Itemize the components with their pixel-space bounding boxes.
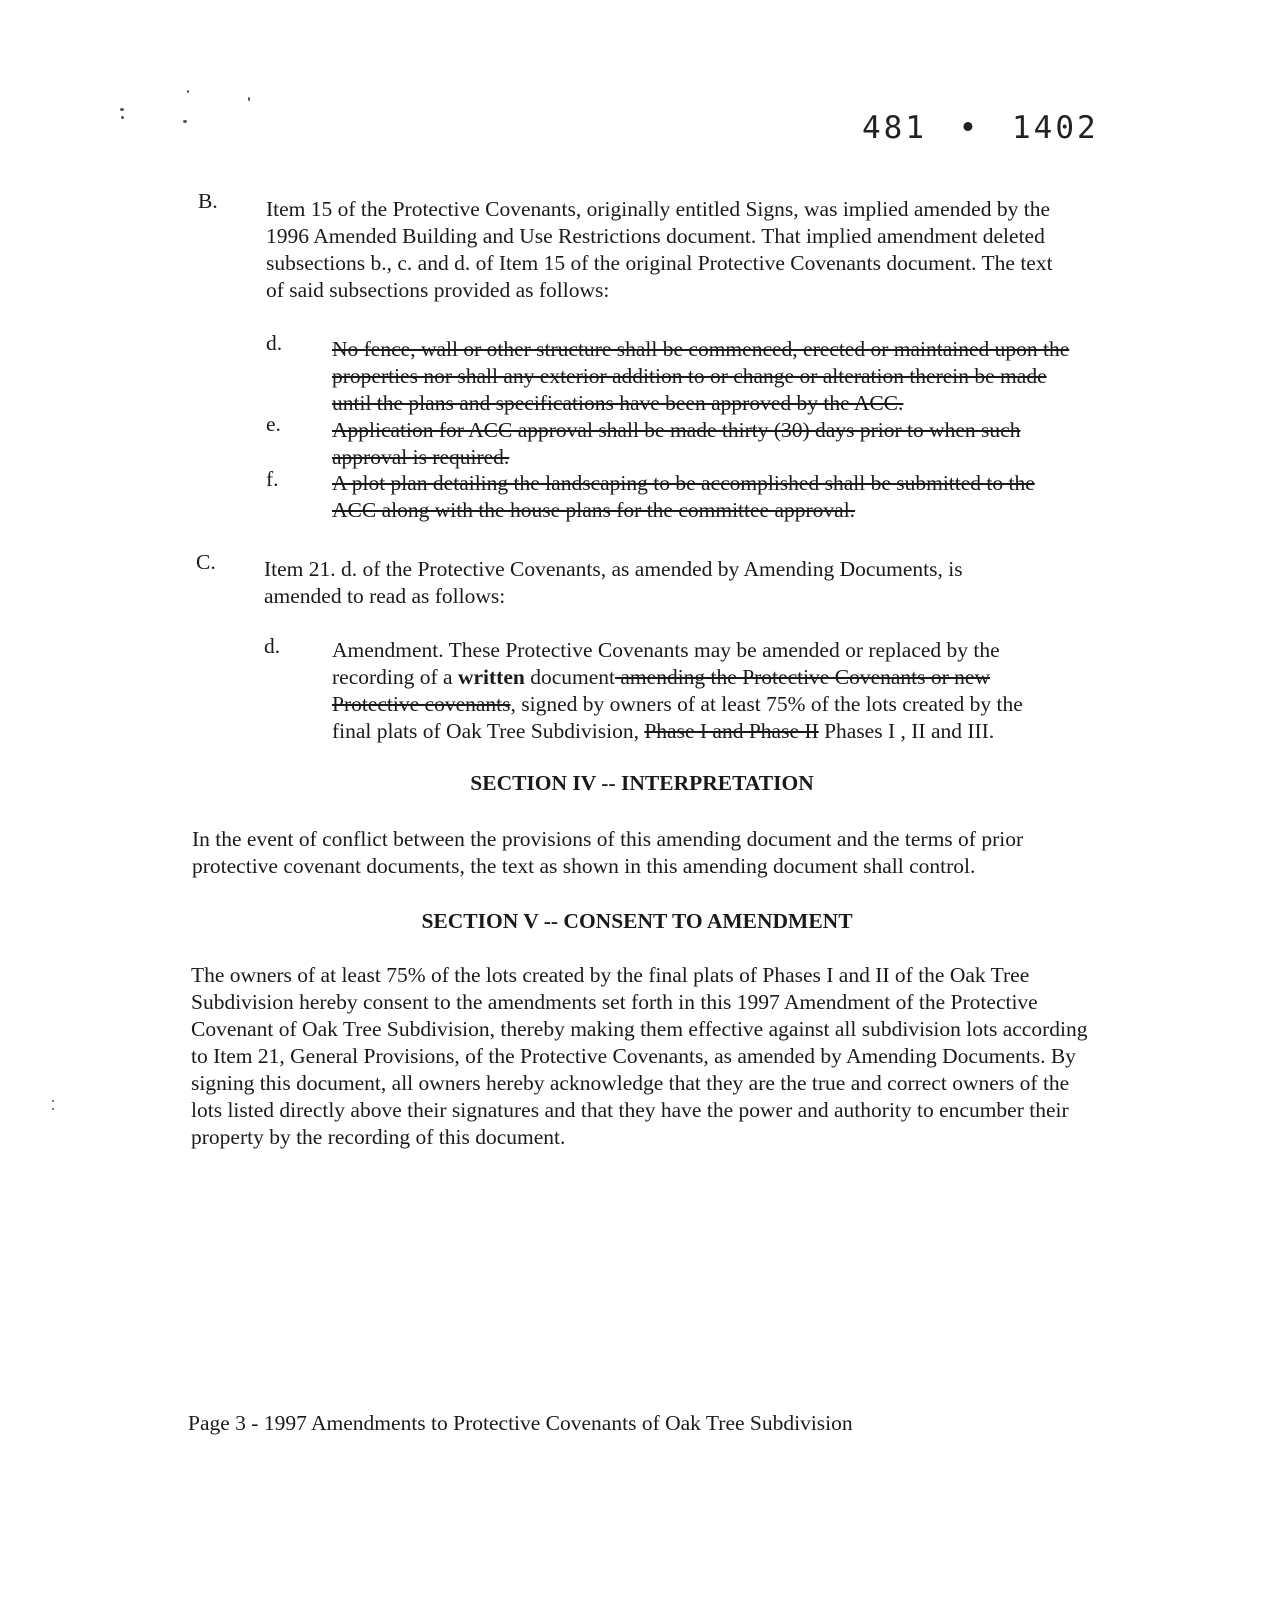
amendment-strike-2: Phase I and Phase II: [644, 719, 819, 743]
subitem-d-text: No fence, wall or other structure shall be commenced, erected or maintained upon the properties nor shall any exterior addition to or change or alteration therein be made until the plans and specifications have been approved by the ACC.: [332, 337, 1070, 415]
amendment-text-part3: , signed by owners of at least 75% of the lots created by the final plats of Oak Tree Subdivision,: [332, 692, 1023, 743]
subitem-e-label: e.: [266, 412, 281, 436]
section-v-heading: SECTION V -- CONSENT TO AMENDMENT: [421, 909, 853, 933]
stamp-page-number: 1402: [1012, 110, 1099, 146]
amendment-text-part2: document: [524, 665, 616, 689]
recording-stamp: [862, 110, 1099, 146]
subitem-d-label: d.: [266, 331, 283, 355]
section-c-text: Item 21. d. of the Protective Covenants, as amended by Amending Documents, is amended to read as follows:: [264, 557, 963, 608]
stamp-separator: •: [958, 110, 981, 146]
scan-speck: [52, 1108, 54, 1110]
amendment-bold-word: written: [457, 665, 525, 689]
scan-speck: [52, 1100, 54, 1102]
section-b-label: B.: [198, 189, 218, 213]
amendment-text-part4: Phases I , II and III.: [818, 719, 995, 743]
subitem-f-text: A plot plan detailing the landscaping to be accomplished shall be submitted to the ACC along with the house plans for the committee approval.: [332, 471, 1035, 522]
scan-speck: [187, 90, 189, 93]
amendment-text: [332, 637, 1062, 745]
amendment-strike-1: amending the Protective Covenants or new Protective covenants: [332, 665, 990, 716]
subitem-f-label: f.: [266, 467, 279, 491]
scan-speck: [120, 108, 124, 111]
amendment-text-part1: Amendment. These Protective Covenants may be amended or replaced by the recording of a: [332, 638, 1000, 689]
scan-speck: [248, 97, 250, 101]
section-iv-text: In the event of conflict between the provisions of this amending document and the terms of prior protective covenant documents, the text as shown in this amending document shall control.: [192, 827, 1024, 878]
stamp-book-number: 481: [862, 110, 927, 146]
section-v-text: The owners of at least 75% of the lots created by the final plats of Phases I and II of the Oak Tree Subdivision hereby consent to the amendments set forth in this 1997 Amendment of the Protective Covenant of Oak Tree Subdivision, thereby making them effective against all subdivision lots according to Item 21, General Provisions, of the Protective Covenants, as amended by Amending Documents. By signing this document, all owners hereby acknowledge that they are the true and correct owners of the lots listed directly above their signatures and that they have the power and authority to encumber their property by the recording of this document.: [191, 963, 1088, 1149]
subitem-e-text: Application for ACC approval shall be made thirty (30) days prior to when such approval is required.: [332, 418, 1021, 469]
subitem-amend-label: d.: [264, 634, 281, 658]
section-b-text: Item 15 of the Protective Covenants, originally entitled Signs, was implied amended by the 1996 Amended Building and Use Restrictions document. That implied amendment deleted subsections b., c. and d. of Item 15 of the original Protective Covenants document. The text of said subsections provided as follows:: [266, 197, 1053, 302]
scan-speck: [183, 120, 187, 123]
section-c-label: C.: [196, 550, 216, 574]
page-footer: Page 3 - 1997 Amendments to Protective Covenants of Oak Tree Subdivision: [188, 1411, 853, 1435]
section-iv-heading: SECTION IV -- INTERPRETATION: [470, 771, 814, 795]
scan-speck: [121, 116, 124, 119]
